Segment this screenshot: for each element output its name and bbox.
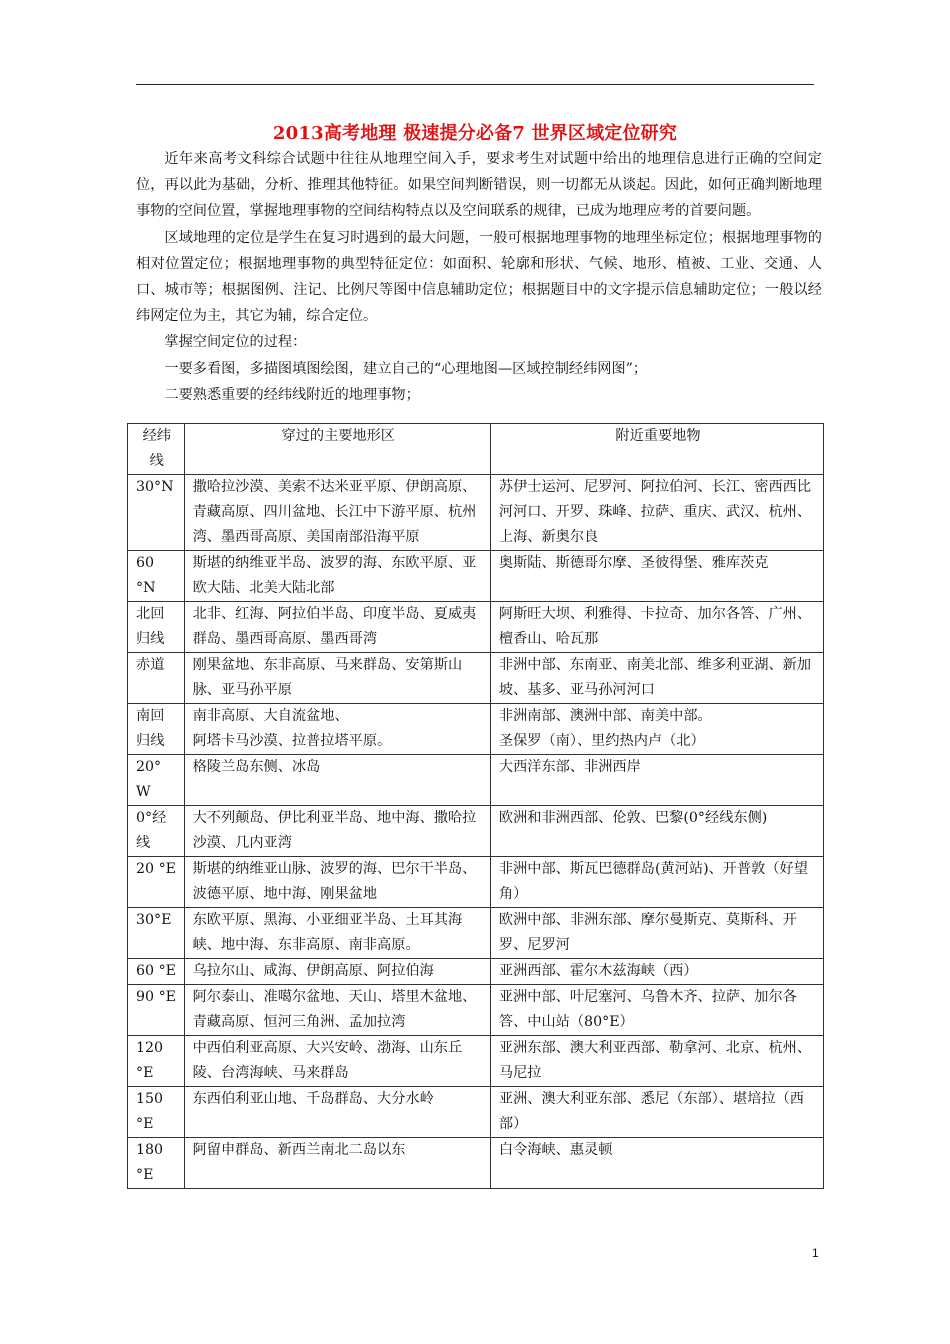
terrain-cell: 东西伯利亚山地、千岛群岛、大分水岭 bbox=[184, 1087, 490, 1138]
table-row bbox=[128, 1036, 824, 1087]
line-cell: 120 °E bbox=[128, 1036, 185, 1087]
landmarks-cell: 奥斯陆、斯德哥尔摩、圣彼得堡、雅库茨克 bbox=[490, 551, 823, 602]
landmarks-cell: 白令海峡、惠灵顿 bbox=[490, 1138, 823, 1189]
paragraph: 一要多看图，多描图填图绘图，建立自己的“心理地图—区域控制经纬网图”； bbox=[164, 360, 648, 377]
terrain-cell: 刚果盆地、东非高原、马来群岛、安第斯山脉、亚马孙平原 bbox=[184, 653, 490, 704]
table-row bbox=[128, 857, 824, 908]
landmarks-cell: 阿斯旺大坝、利雅得、卡拉奇、加尔各答、广州、檀香山、哈瓦那 bbox=[490, 602, 823, 653]
line-cell: 150 °E bbox=[128, 1087, 185, 1138]
table-row bbox=[128, 959, 824, 985]
table-row bbox=[128, 806, 824, 857]
page-number: 1 bbox=[812, 1246, 819, 1260]
landmarks-cell: 亚洲、澳大利亚东部、悉尼（东部）、堪培拉（西部） bbox=[490, 1087, 823, 1138]
landmarks-cell: 大西洋东部、非洲西岸 bbox=[490, 755, 823, 806]
terrain-cell: 格陵兰岛东侧、冰岛 bbox=[184, 755, 490, 806]
line-cell: 20 °E bbox=[128, 857, 185, 908]
landmarks-cell: 亚洲东部、澳大利亚西部、勒拿河、北京、杭州、马尼拉 bbox=[490, 1036, 823, 1087]
landmarks-cell: 欧洲和非洲西部、伦敦、巴黎(0°经线东侧) bbox=[490, 806, 823, 857]
landmarks-cell: 欧洲中部、非洲东部、摩尔曼斯克、莫斯科、开罗、尼罗河 bbox=[490, 908, 823, 959]
line-cell: 南回归线 bbox=[128, 704, 185, 755]
landmarks-cell: 亚洲西部、霍尔木兹海峡（西） bbox=[490, 959, 823, 985]
terrain-cell: 阿尔泰山、准噶尔盆地、天山、塔里木盆地、青藏高原、恒河三角洲、孟加拉湾 bbox=[184, 985, 490, 1036]
line-cell: 30°N bbox=[128, 475, 185, 551]
table-row bbox=[128, 1138, 824, 1189]
header-landmarks: 附近重要地物 bbox=[490, 424, 823, 475]
terrain-cell: 乌拉尔山、咸海、伊朗高原、阿拉伯海 bbox=[184, 959, 490, 985]
table-row bbox=[128, 602, 824, 653]
header-terrain: 穿过的主要地形区 bbox=[184, 424, 490, 475]
landmarks-cell: 非洲中部、东南亚、南美北部、维多利亚湖、新加坡、基多、亚马孙河河口 bbox=[490, 653, 823, 704]
page-title: 2013高考地理 极速提分必备7 世界区域定位研究 bbox=[272, 123, 678, 144]
landmarks-cell: 苏伊士运河、尼罗河、阿拉伯河、长江、密西西比河河口、开罗、珠峰、拉萨、重庆、武汉、杭州、上海、新奥尔良 bbox=[490, 475, 823, 551]
terrain-cell: 北非、红海、阿拉伯半岛、印度半岛、夏威夷群岛、墨西哥高原、墨西哥湾 bbox=[184, 602, 490, 653]
table-row bbox=[128, 908, 824, 959]
table-row bbox=[128, 551, 824, 602]
table-row bbox=[128, 704, 824, 755]
terrain-cell: 东欧平原、黑海、小亚细亚半岛、土耳其海峡、地中海、东非高原、南非高原。 bbox=[184, 908, 490, 959]
header-line: 经纬线 bbox=[128, 424, 185, 475]
line-cell: 180 °E bbox=[128, 1138, 185, 1189]
latitude-longitude-table bbox=[127, 423, 824, 1189]
line-cell: 30°E bbox=[128, 908, 185, 959]
paragraph: 区域地理的定位是学生在复习时遇到的最大问题，一般可根据地理事物的地理坐标定位；根据地理事物的相对位置定位；根据地理事物的典型特征定位：如面积、轮廓和形状、气候、地形、植被、工业、交通、人口、城市等；根据图例、注记、比例尺等图中信息辅助定位；根据题目中的文字提示信息辅助定位；一般以经纬网定位为主，其它为辅，综合定位。 bbox=[136, 229, 822, 325]
table-row bbox=[128, 1087, 824, 1138]
line-cell: 0°经线 bbox=[128, 806, 185, 857]
line-cell: 20° W bbox=[128, 755, 185, 806]
table-row bbox=[128, 475, 824, 551]
line-cell: 60 °E bbox=[128, 959, 185, 985]
line-cell: 北回归线 bbox=[128, 602, 185, 653]
line-cell: 60 °N bbox=[128, 551, 185, 602]
terrain-cell: 大不列颠岛、伊比利亚半岛、地中海、撒哈拉沙漠、几内亚湾 bbox=[184, 806, 490, 857]
terrain-cell: 南非高原、大自流盆地、 阿塔卡马沙漠、拉普拉塔平原。 bbox=[184, 704, 490, 755]
paragraph: 掌握空间定位的过程： bbox=[164, 334, 307, 351]
paragraph: 近年来高考文科综合试题中往往从地理空间入手，要求考生对试题中给出的地理信息进行正确的空间定位，再以此为基础，分析、推理其他特征。如果空间判断错误，则一切都无从谈起。因此，如何正确判断地理事物的空间位置，掌握地理事物的空间结构特点以及空间联系的规律，已成为地理应考的首要问题。 bbox=[136, 151, 822, 220]
body-text bbox=[136, 146, 822, 408]
header-rule bbox=[136, 84, 814, 85]
terrain-cell: 中西伯利亚高原、大兴安岭、渤海、山东丘陵、台湾海峡、马来群岛 bbox=[184, 1036, 490, 1087]
table-header-row bbox=[128, 424, 824, 475]
terrain-cell: 撒哈拉沙漠、美索不达米亚平原、伊朗高原、青藏高原、四川盆地、长江中下游平原、杭州湾、墨西哥高原、美国南部沿海平原 bbox=[184, 475, 490, 551]
landmarks-cell: 亚洲中部、叶尼塞河、乌鲁木齐、拉萨、加尔各答、中山站（80°E） bbox=[490, 985, 823, 1036]
terrain-cell: 阿留申群岛、新西兰南北二岛以东 bbox=[184, 1138, 490, 1189]
terrain-cell: 斯堪的纳维亚半岛、波罗的海、东欧平原、亚欧大陆、北美大陆北部 bbox=[184, 551, 490, 602]
table-row bbox=[128, 653, 824, 704]
terrain-cell: 斯堪的纳维亚山脉、波罗的海、巴尔干半岛、波德平原、地中海、刚果盆地 bbox=[184, 857, 490, 908]
landmarks-cell: 非洲南部、澳洲中部、南美中部。 圣保罗（南）、里约热内卢（北） bbox=[490, 704, 823, 755]
paragraph: 二要熟悉重要的经纬线附近的地理事物； bbox=[164, 386, 420, 403]
table-row bbox=[128, 755, 824, 806]
line-cell: 90 °E bbox=[128, 985, 185, 1036]
landmarks-cell: 非洲中部、斯瓦巴德群岛(黄河站)、开普敦（好望角） bbox=[490, 857, 823, 908]
line-cell: 赤道 bbox=[128, 653, 185, 704]
table-row bbox=[128, 985, 824, 1036]
